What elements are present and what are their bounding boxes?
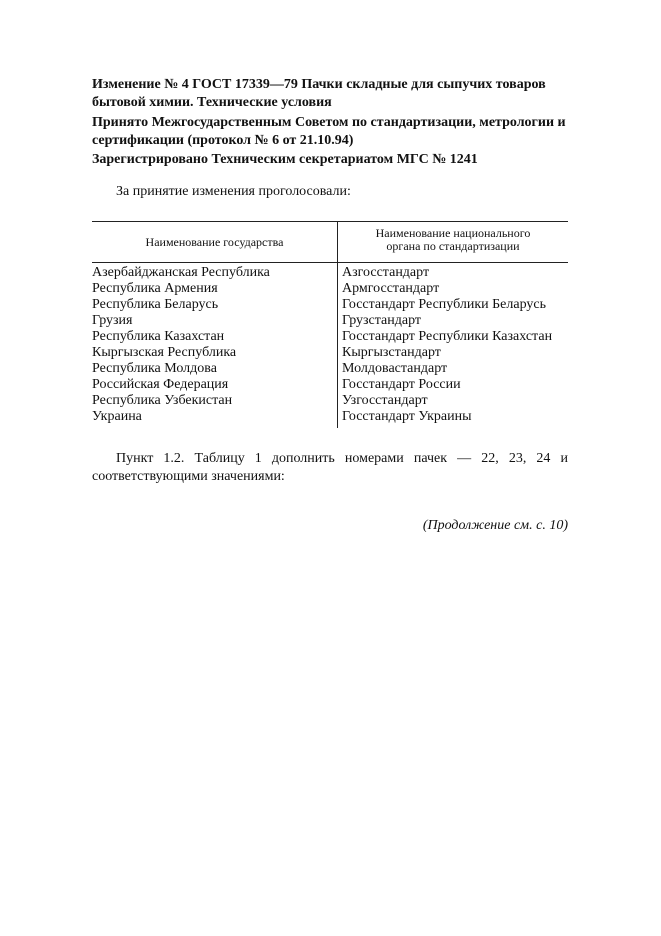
table-cell-body: Армгосстандарт	[342, 281, 440, 296]
table-cell-state: Республика Казахстан	[92, 329, 225, 344]
body-list	[342, 265, 552, 425]
table-cell-body: Молдовастандарт	[342, 361, 448, 376]
table-cell-body: Грузстандарт	[342, 313, 422, 328]
table-cell-state: Кыргызская Республика	[92, 345, 237, 360]
table-cell-body: Кыргызстандарт	[342, 345, 441, 360]
table-cell-state: Республика Беларусь	[92, 297, 219, 312]
table-cell-body: Госстандарт России	[342, 377, 461, 392]
table-cell-state: Азербайджанская Республика	[92, 265, 270, 280]
table-cell-body: Госстандарт Украины	[342, 409, 472, 424]
table-cell-state: Республика Молдова	[92, 361, 217, 376]
column-header-body-line1: Наименование национального	[375, 226, 531, 240]
voted-intro: За принятие изменения проголосовали:	[116, 184, 351, 199]
table-cell-body: Азгосстандарт	[342, 265, 430, 280]
table-cell-state: Республика Армения	[92, 281, 218, 296]
table-cell-state: Республика Узбекистан	[92, 393, 233, 408]
table-header-rule	[92, 262, 568, 263]
table-cell-body: Госстандарт Республики Беларусь	[342, 297, 547, 312]
column-header-body-line2: органа по стандартизации	[386, 239, 520, 253]
registration-note: Зарегистрировано Техническим секретариатом МГС № 1241	[92, 152, 478, 167]
document-title: Изменение № 4 ГОСТ 17339—79 Пачки складные для сыпучих товаров бытовой химии. Технические условия	[92, 77, 546, 110]
voting-table	[92, 221, 568, 428]
table-cell-state: Украина	[92, 409, 142, 424]
table-cell-state: Грузия	[92, 313, 133, 328]
table-cell-state: Российская Федерация	[92, 377, 229, 392]
column-header-state: Наименование государства	[145, 235, 284, 249]
table-cell-body: Госстандарт Республики Казахстан	[342, 329, 553, 344]
adoption-note: Принято Межгосударственным Советом по стандартизации, метрологии и сертификации (протокол № 6 от 21.10.94)	[92, 115, 566, 148]
column-header-body	[338, 227, 568, 253]
continuation-note: (Продолжение см. с. 10)	[422, 518, 568, 533]
state-list	[92, 265, 270, 425]
table-cell-body: Узгосстандарт	[342, 393, 428, 408]
point-paragraph: Пункт 1.2. Таблицу 1 дополнить номерами пачек — 22, 23, 24 и соответствующими значениями:	[92, 451, 568, 484]
